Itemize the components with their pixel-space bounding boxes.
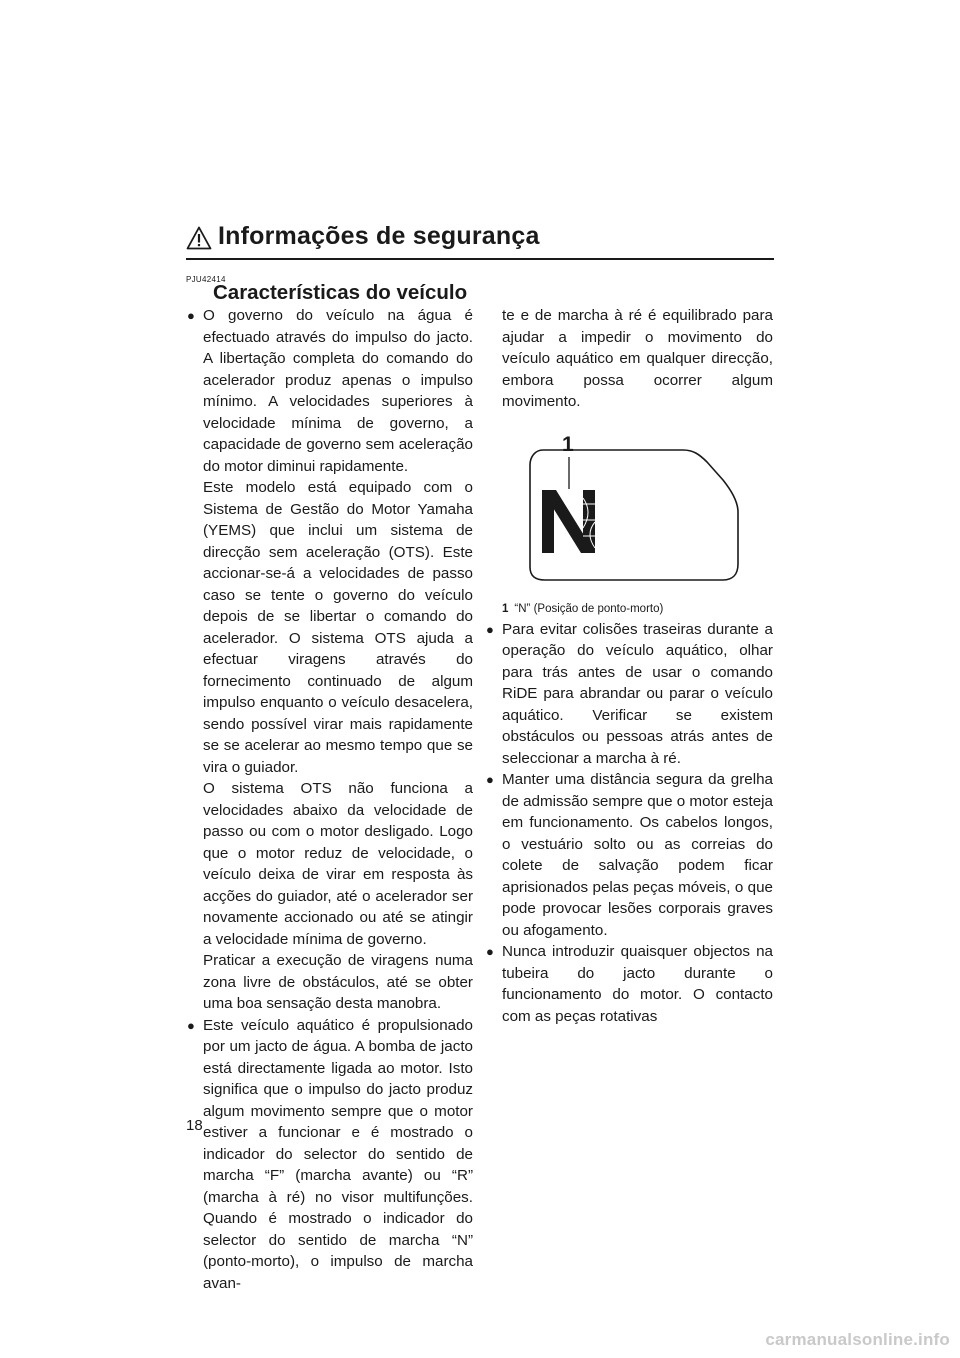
paragraph: Este modelo está equipado com o Sistema de Gestão do Motor Yamaha (YEMS) que inclui um sistema de direcção sem aceleração (OTS). Este accionar-se-á a velocidades de passo caso se tente o governo do veículo depois de se libertar o comando do acelerador. O sistema OTS ajuda a efectuar viragens através do fornecimento continuado de algum impulso enquanto o veículo desacelera, sendo possível virar mais rapidamente se se acelerar ao mesmo tempo que se vira o guiador.: [203, 479, 473, 776]
bullet-icon: ●: [187, 308, 195, 323]
right-column: [485, 305, 773, 1027]
watermark: carmanualsonline.info: [765, 1330, 950, 1349]
caption-number: 1: [502, 602, 509, 615]
left-column: [186, 305, 473, 1294]
paragraph: Nunca introduzir quaisquer objectos na tubeira do jacto durante o funcionamento do motor. O contacto com as peças rotativas: [502, 943, 773, 1025]
bullet-icon: ●: [187, 1017, 195, 1033]
neutral-display-figure: [485, 422, 773, 597]
paragraph: O governo do veículo na água é efectuado através do impulso do jacto. A libertação completa do comando do acelerador produz apenas o impulso mínimo. A velocidades superiores à velocidade mínima de governo, a capacidade de governo sem aceleração do motor diminui rapidamente.: [203, 307, 473, 475]
page-header: [186, 222, 774, 260]
paragraph: O sistema OTS não funciona a velocidades abaixo da velocidade de passo ou com o motor desligado. Logo que o motor reduz de velocidade, o veículo deixa de virar em resposta às acções do guiador, até o acelerador ser novamente accionado ou até se atingir a velocidade mínima de governo.: [203, 780, 473, 948]
page-number: 18: [186, 1117, 203, 1134]
display-illustration: [485, 422, 773, 597]
bullet-item-jet-propulsion: [186, 1015, 473, 1295]
caption-text: “N” (Posição de ponto-morto): [514, 602, 664, 615]
paragraph-continuation: te e de marcha à ré é equilibrado para ajudar a impedir o movimento do veículo aquático em qualquer direcção, embora possa ocorrer algum movimento.: [502, 307, 773, 410]
bullet-icon: ●: [486, 772, 494, 787]
section-code: PJU42414: [186, 275, 226, 284]
paragraph: Este veículo aquático é propulsionado por um jacto de água. A bomba de jacto está directamente ligada ao motor. Isto significa que o impulso do jacto produz algum movimento sempre que o motor estiver a funcionar e é mostrado o indicador do selector do sentido de marcha “F” (marcha avante) ou “R” (marcha à ré) no visor multifunções. Quando é mostrado o indicador do selector do sentido de marcha “N” (ponto-morto), o impulso de marcha avan-: [203, 1016, 473, 1292]
neutral-n-icon: [542, 490, 595, 553]
callout-number: 1: [562, 432, 574, 456]
bullet-item-intake-grate: [485, 769, 773, 941]
bullet-icon: ●: [486, 621, 494, 637]
bullet-icon: ●: [486, 944, 494, 959]
paragraph: Para evitar colisões traseiras durante a operação do veículo aquático, olhar para trás antes de usar o comando RiDE para abrandar ou parar o veículo aquático. Verificar se existem obstáculos ou pessoas atrás antes de seleccionar a marcha à ré.: [502, 620, 773, 767]
section-title: Características do veículo: [213, 281, 468, 304]
warning-triangle-icon: [186, 226, 212, 250]
paragraph: Praticar a execução de viragens numa zona livre de obstáculos, até se obter uma boa sensação desta manobra.: [203, 952, 473, 1012]
paragraph: Manter uma distância segura da grelha de admissão sempre que o motor esteja em funcionamento. Os cabelos longos, o vestuário solto ou as correias do colete de salvação podem ficar aprisionados pelas peças móveis, o que pode provocar lesões corporais graves ou afogamento.: [502, 771, 773, 939]
figure-caption: [485, 601, 773, 617]
bullet-item-governing: [186, 305, 473, 1015]
bullet-item-jet-nozzle: [485, 941, 773, 1027]
header-title: Informações de segurança: [218, 222, 540, 250]
bullet-item-rear-collision: [485, 619, 773, 770]
